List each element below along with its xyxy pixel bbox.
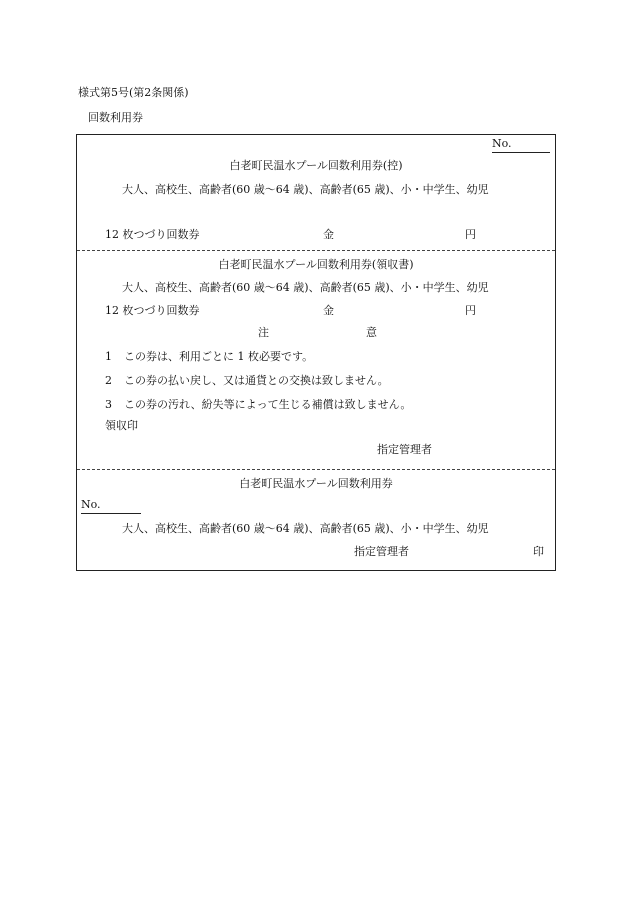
notice-heading-1: 注 bbox=[258, 326, 269, 339]
note-item bbox=[105, 398, 411, 412]
receipt-ticket-label: 12 枚つづり回数券 bbox=[105, 304, 200, 317]
ticket-form bbox=[76, 134, 556, 571]
stub-number-label: No. bbox=[492, 137, 550, 153]
receipt-yen-label: 円 bbox=[465, 304, 476, 317]
ticket-number-label: No. bbox=[81, 498, 141, 514]
receipt-title: 白老町民温水プール回数利用券(領収書) bbox=[218, 258, 414, 271]
note-number: 1 bbox=[105, 350, 112, 363]
note-item bbox=[105, 374, 389, 388]
ticket-title: 白老町民温水プール回数利用券 bbox=[239, 477, 393, 490]
receipt-seal-label: 領収印 bbox=[105, 419, 138, 432]
stub-categories: 大人、高校生、高齢者(60 歳～64 歳)、高齢者(65 歳)、小・中学生、幼児 bbox=[122, 183, 489, 196]
ticket-seal-label: 印 bbox=[533, 545, 544, 558]
note-text: この券の汚れ、紛失等によって生じる補償は致しません。 bbox=[124, 398, 412, 411]
receipt-money-label: 金 bbox=[323, 304, 334, 317]
stub-money-label: 金 bbox=[323, 228, 334, 241]
stub-ticket-label: 12 枚つづり回数券 bbox=[105, 228, 200, 241]
stub-title: 白老町民温水プール回数利用券(控) bbox=[229, 159, 403, 172]
note-number: 2 bbox=[105, 374, 112, 387]
ticket-number-field bbox=[81, 498, 143, 514]
form-number-label: 様式第5号(第2条関係) bbox=[78, 86, 189, 99]
ticket-categories: 大人、高校生、高齢者(60 歳～64 歳)、高齢者(65 歳)、小・中学生、幼児 bbox=[122, 522, 489, 535]
notice-heading-2: 意 bbox=[366, 326, 377, 339]
receipt-categories: 大人、高校生、高齢者(60 歳～64 歳)、高齢者(65 歳)、小・中学生、幼児 bbox=[122, 281, 489, 294]
ticket-manager-label: 指定管理者 bbox=[354, 545, 409, 558]
form-title: 回数利用券 bbox=[88, 111, 143, 124]
perforation-line-1 bbox=[77, 250, 555, 251]
stub-yen-label: 円 bbox=[465, 228, 476, 241]
perforation-line-2 bbox=[77, 469, 555, 470]
receipt-manager-label: 指定管理者 bbox=[377, 443, 432, 456]
note-text: この券は、利用ごとに 1 枚必要です。 bbox=[124, 350, 314, 363]
note-item bbox=[105, 350, 313, 364]
note-number: 3 bbox=[105, 398, 112, 411]
stub-number-field bbox=[492, 137, 552, 153]
note-text: この券の払い戻し、又は通貨との交換は致しません。 bbox=[124, 374, 389, 387]
